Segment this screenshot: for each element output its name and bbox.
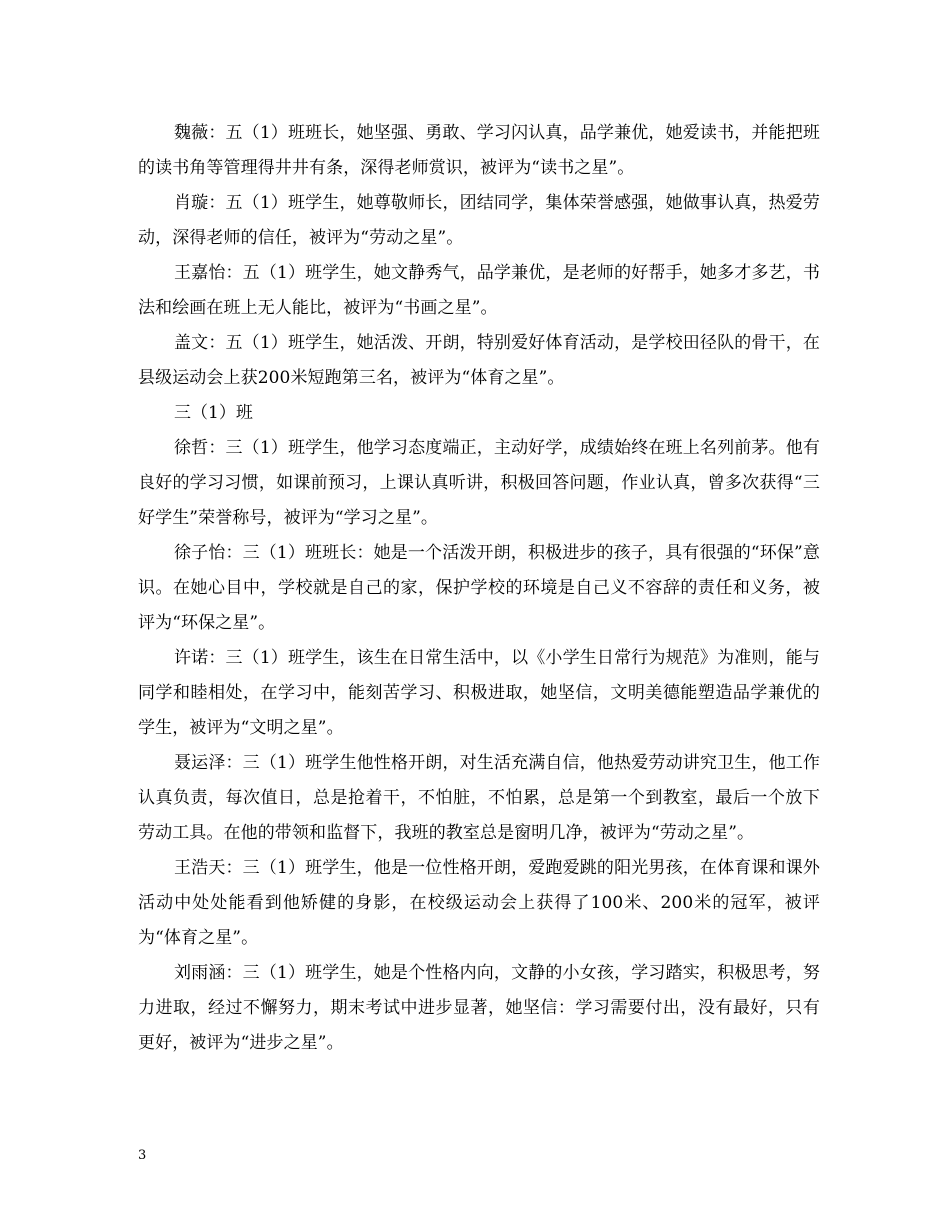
document-body	[138, 116, 820, 1061]
paragraph-xu-ziyi: 徐子怡：三（1）班班长：她是一个活泼开朗，积极进步的孩子，具有很强的“环保”意识。在她心目中，学校就是自己的家，保护学校的环境是自己义不容辞的责任和义务，被评为“环保之星”。	[138, 543, 820, 633]
paragraph-wang-jiayi: 王嘉怡：五（1）班学生，她文静秀气，品学兼优，是老师的好帮手，她多才多艺，书法和绘画在班上无人能比，被评为“书画之星”。	[138, 263, 820, 318]
paragraph-xu-zhe: 徐哲：三（1）班学生，他学习态度端正，主动好学，成绩始终在班上名列前茅。他有良好的学习习惯，如课前预习，上课认真听讲，积极回答问题，作业认真，曾多次获得“三好学生”荣誉称号，被评为“学习之星”。	[138, 438, 820, 528]
paragraph-nie-yunze: 聂运泽：三（1）班学生他性格开朗，对生活充满自信，他热爱劳动讲究卫生，他工作认真负责，每次值日，总是抢着干，不怕脏，不怕累，总是第一个到教室，最后一个放下劳动工具。在他的带领和监督下，我班的教室总是窗明几净，被评为“劳动之星”。	[138, 753, 820, 843]
paragraph-wang-haotian: 王浩天：三（1）班学生，他是一位性格开朗，爱跑爱跳的阳光男孩，在体育课和课外活动中处处能看到他矫健的身影，在校级运动会上获得了100米、200米的冠军，被评为“体育之星”。	[138, 858, 820, 948]
paragraph-gai-wen: 盖文：五（1）班学生，她活泼、开朗，特别爱好体育活动，是学校田径队的骨干，在县级运动会上获200米短跑第三名，被评为“体育之星”。	[138, 333, 820, 388]
section-heading-class-3-1: 三（1）班	[174, 403, 253, 423]
paragraph-wei-wei: 魏薇：五（1）班班长，她坚强、勇敢、学习闪认真，品学兼优，她爱读书，并能把班的读书角等管理得井井有条，深得老师赏识，被评为“读书之星”。	[138, 123, 820, 178]
paragraph-xu-nuo: 许诺：三（1）班学生，该生在日常生活中，以《小学生日常行为规范》为准则，能与同学和睦相处，在学习中，能刻苦学习、积极进取，她坚信，文明美德能塑造品学兼优的学生，被评为“文明之星”。	[138, 648, 820, 738]
page-number: 3	[138, 1148, 147, 1163]
paragraph-liu-yuhan: 刘雨涵：三（1）班学生，她是个性格内向，文静的小女孩，学习踏实，积极思考，努力进取，经过不懈努力，期末考试中进步显著，她坚信：学习需要付出，没有最好，只有更好，被评为“进步之星”。	[138, 963, 820, 1053]
paragraph-xiao-xuan: 肖璇：五（1）班学生，她尊敬师长，团结同学，集体荣誉感强，她做事认真，热爱劳动，深得老师的信任，被评为“劳动之星”。	[138, 193, 820, 248]
